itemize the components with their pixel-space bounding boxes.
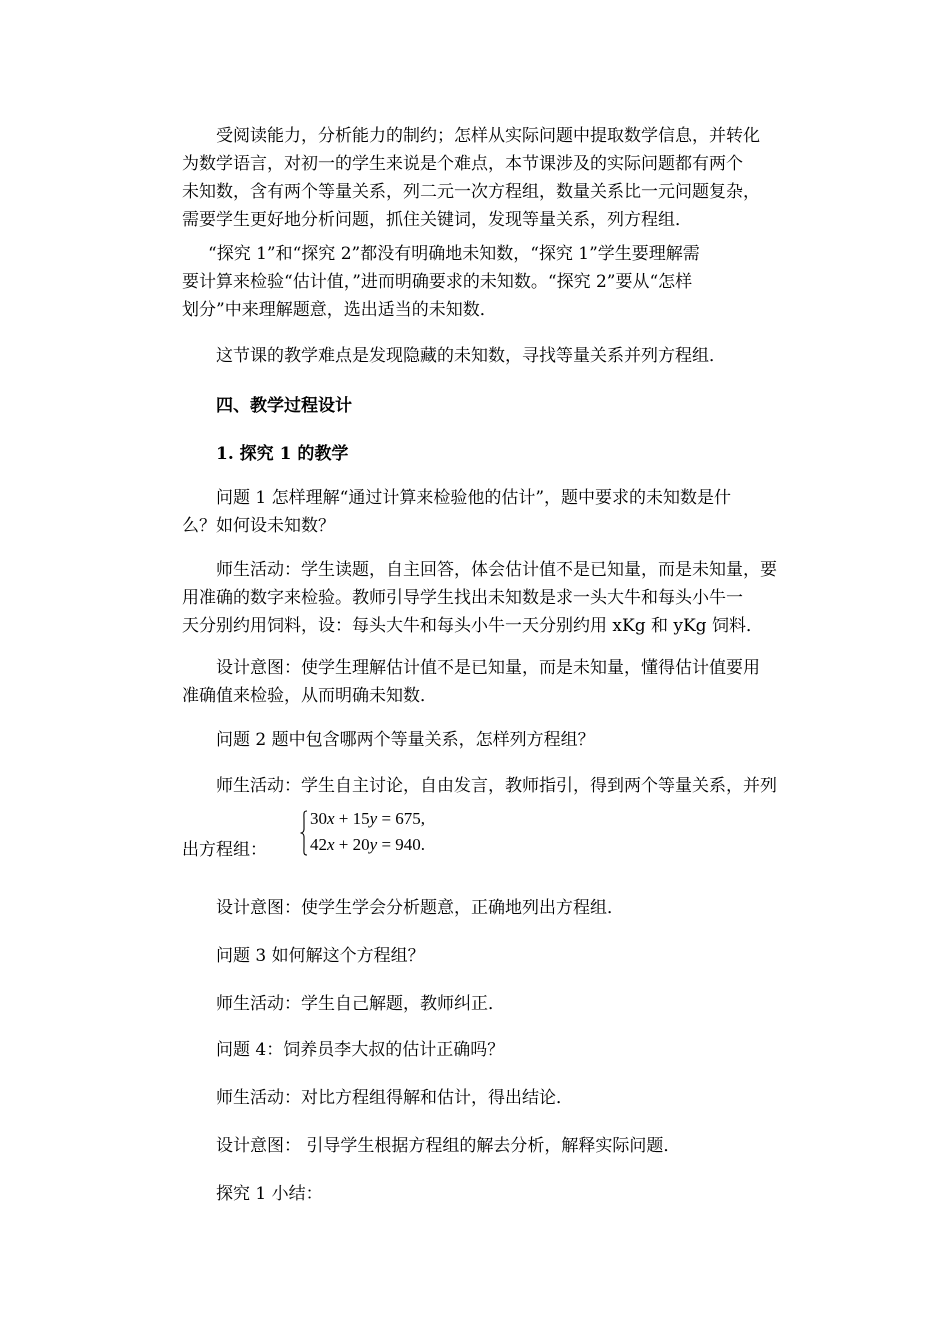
design-intent-2 <box>182 894 808 922</box>
text-line: “探究 1”和“探究 2”都没有明确地未知数，“探究 1”学生要理解需 <box>208 244 700 264</box>
text-line: 要计算来检验“估计值，”进而明确要求的未知数。“探究 2”要从“怎样 <box>182 272 693 292</box>
text-line: 天分别约用饲料，设：每头大牛和每头小牛一天分别约用 xKg 和 yKg 饲料． <box>182 616 763 636</box>
text-line: 设计意图： 引导学生根据方程组的解去分析，解释实际问题． <box>216 1136 681 1156</box>
paragraph-difficulty-analysis <box>182 122 808 234</box>
text-line: 问题 2 题中包含哪两个等量关系，怎样列方程组？ <box>216 730 595 750</box>
heading-text: 四、教学过程设计 <box>216 396 352 416</box>
section-heading <box>182 392 808 420</box>
activity-1 <box>182 556 808 640</box>
text-line: 师生活动：学生自己解题，教师纠正． <box>216 994 505 1014</box>
text-line: 准确值来检验，从而明确未知数． <box>182 686 437 706</box>
question-1 <box>182 484 808 540</box>
text-line: 探究 1 小结： <box>216 1184 323 1204</box>
activity-2 <box>182 772 808 800</box>
text-line: 未知数，含有两个等量关系，列二元一次方程组，数量关系比一元问题复杂， <box>182 182 760 202</box>
text-line: 出方程组： <box>182 840 267 860</box>
text-line: 设计意图：使学生学会分析题意，正确地列出方程组． <box>216 898 624 918</box>
equation-1 <box>310 808 425 830</box>
text-line: 划分”中来理解题意，选出适当的未知数． <box>182 300 497 320</box>
text-line: 问题 1 怎样理解“通过计算来检验他的估计”，题中要求的未知数是什 <box>216 488 732 508</box>
design-intent-1 <box>182 654 808 710</box>
text-line: 师生活动：对比方程组得解和估计，得出结论． <box>216 1088 573 1108</box>
text-line: 需要学生更好地分析问题，抓住关键词，发现等量关系，列方程组． <box>182 210 692 230</box>
text-line: 问题 3 如何解这个方程组？ <box>216 946 425 966</box>
equation-system <box>300 808 480 856</box>
equation-2 <box>310 834 425 856</box>
equation-2-text: 42x + 20y = 940. <box>310 835 426 854</box>
question-2 <box>182 726 808 754</box>
activity-4 <box>182 1084 808 1112</box>
activity-3 <box>182 990 808 1018</box>
subsection-heading <box>182 440 808 468</box>
text-line: 用准确的数字来检验。教师引导学生找出未知数是求一头大牛和每头小牛一 <box>182 588 743 608</box>
question-4 <box>182 1036 808 1064</box>
equation-1-text: 30x + 15y = 675, <box>310 809 426 828</box>
text-line: 么？如何设未知数？ <box>182 516 335 536</box>
design-intent-4 <box>182 1132 808 1160</box>
text-line: 师生活动：学生自主讨论，自由发言，教师指引，得到两个等量关系，并列 <box>216 776 777 796</box>
text-line: 问题 4：饲养员李大叔的估计正确吗？ <box>216 1040 505 1060</box>
text-line: 受阅读能力，分析能力的制约；怎样从实际问题中提取数学信息，并转化 <box>216 126 760 146</box>
question-3 <box>182 942 808 970</box>
text-line: 为数学语言，对初一的学生来说是个难点，本节课涉及的实际问题都有两个 <box>182 154 743 174</box>
text-line: 师生活动：学生读题，自主回答，体会估计值不是已知量，而是未知量，要 <box>216 560 777 580</box>
activity-2-continuation <box>182 836 808 864</box>
paragraph-key-difficulty <box>182 342 808 370</box>
text-line: 设计意图：使学生理解估计值不是已知量，而是未知量，懂得估计值要用 <box>216 658 760 678</box>
explore-1-summary <box>182 1180 808 1208</box>
text-line: 这节课的教学难点是发现隐藏的未知数，寻找等量关系并列方程组． <box>216 346 726 366</box>
paragraph-explore-unknowns <box>182 240 808 324</box>
left-brace-icon <box>300 810 308 856</box>
heading-text: 1. 探究 1 的教学 <box>216 444 349 464</box>
